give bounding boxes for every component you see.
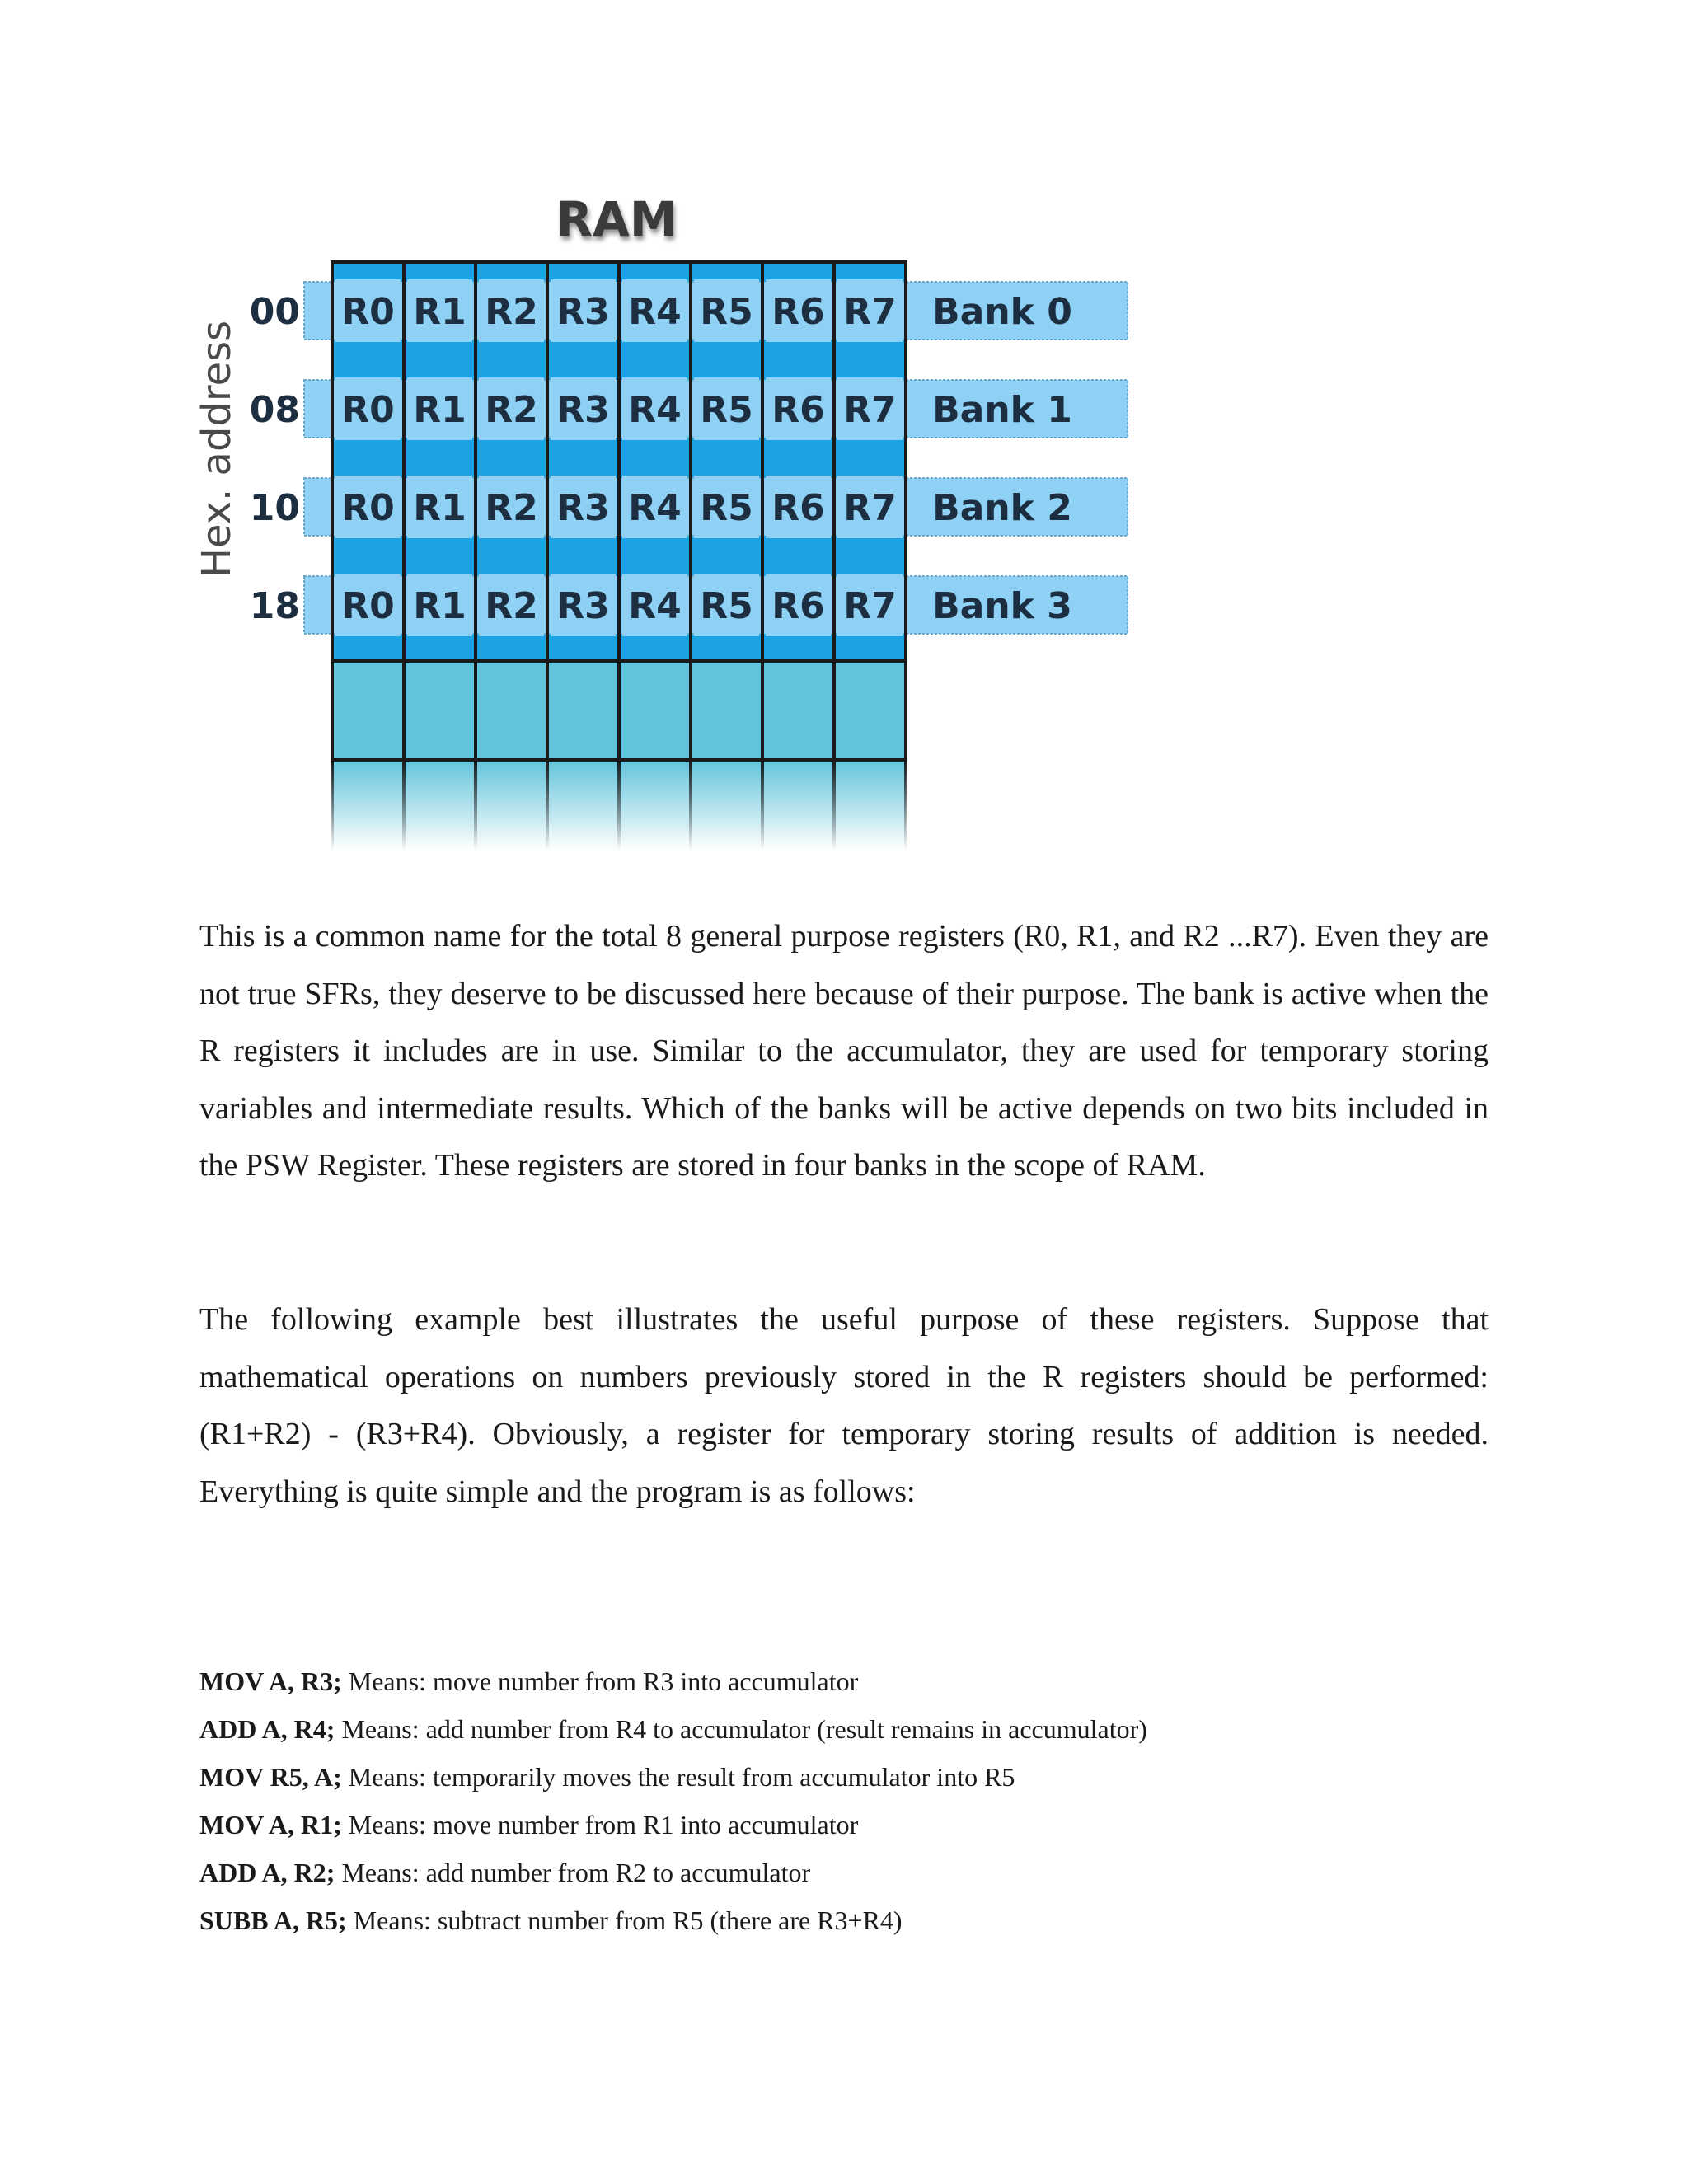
code-line	[199, 1705, 1489, 1753]
empty-ram-cell	[834, 661, 906, 760]
empty-ram-cell-faded	[476, 760, 547, 851]
register-label: R6	[771, 585, 825, 627]
code-line	[199, 1801, 1489, 1849]
hex-address-label: 00	[249, 291, 300, 333]
grid-line-faded	[761, 760, 764, 851]
register-label: R3	[556, 389, 610, 431]
bank-label: Bank 2	[932, 487, 1072, 529]
instruction: SUBB A, R5;	[199, 1905, 347, 1935]
empty-ram-cell	[619, 661, 691, 760]
bank-label: Bank 1	[932, 389, 1072, 431]
grid-line-faded	[904, 760, 907, 851]
grid-line-faded	[617, 760, 621, 851]
register-label: R6	[771, 291, 825, 333]
code-line	[199, 1849, 1489, 1896]
register-label: R5	[700, 487, 753, 529]
register-label: R7	[843, 585, 897, 627]
empty-ram-cell	[404, 661, 476, 760]
instruction-description: Means: add number from R4 to accumulator (result remains in accumulator)	[335, 1714, 1147, 1744]
register-label: R3	[556, 487, 610, 529]
register-label: R0	[341, 487, 395, 529]
bank-label: Bank 3	[932, 585, 1072, 627]
empty-ram-cell-faded	[332, 760, 404, 851]
grid-line-faded	[689, 760, 692, 851]
instruction-description: Means: subtract number from R5 (there are R3+R4)	[346, 1905, 903, 1935]
register-label: R2	[485, 487, 538, 529]
register-label: R1	[413, 389, 467, 431]
register-label: R1	[413, 585, 467, 627]
register-label: R3	[556, 585, 610, 627]
empty-ram-cell	[547, 661, 619, 760]
register-label: R4	[628, 389, 682, 431]
instruction-description: Means: move number from R3 into accumulator	[341, 1666, 859, 1696]
paragraph-example-intro: The following example best illustrates the useful purpose of these registers. Suppose that mathematical operations on numbers previously stored in the R registers should be performed: (R1+R2) - (R3+R4). Obviously, a register for temporary storing results of addition is needed. Everything is quite simple and the program is as follows:	[199, 1302, 1489, 1509]
empty-ram-cell-faded	[691, 760, 762, 851]
register-label: R7	[843, 291, 897, 333]
hex-address-label: 10	[249, 487, 300, 529]
instruction-description: Means: temporarily moves the result from accumulator into R5	[341, 1762, 1015, 1792]
empty-ram-cell	[476, 661, 547, 760]
code-line	[199, 1657, 1489, 1705]
hex-address-label: 18	[249, 585, 300, 627]
register-label: R3	[556, 291, 610, 333]
register-label: R1	[413, 291, 467, 333]
empty-ram-cell	[691, 661, 762, 760]
grid-line-faded	[402, 760, 406, 851]
register-label: R7	[843, 487, 897, 529]
register-label: R0	[341, 291, 395, 333]
grid-line-faded	[474, 760, 477, 851]
ram-register-bank-diagram	[0, 0, 1688, 874]
register-label: R4	[628, 291, 682, 333]
figure-title: RAM	[556, 191, 678, 247]
paragraph-register-banks-intro: This is a common name for the total 8 general purpose registers (R0, R1, and R2 ...R7). Even they are not true SFRs, they deserve to be discussed here because of their purpose. The bank is active when the R registers it includes are in use. Similar to the accumulator, they are used for temporary storing variables and intermediate results. Which of the banks will be active depends on two bits included in the PSW Register. These registers are stored in four banks in the scope of RAM.	[199, 919, 1489, 1183]
instruction-description: Means: move number from R1 into accumulator	[341, 1810, 859, 1840]
empty-ram-cell	[332, 661, 404, 760]
code-line	[199, 1753, 1489, 1801]
hex-address-label: 08	[249, 389, 300, 431]
register-label: R0	[341, 389, 395, 431]
empty-ram-cell-faded	[619, 760, 691, 851]
empty-ram-cell-faded	[762, 760, 834, 851]
register-label: R6	[771, 487, 825, 529]
register-label: R7	[843, 389, 897, 431]
instruction: MOV R5, A;	[199, 1762, 342, 1792]
register-label: R2	[485, 585, 538, 627]
instruction: ADD A, R2;	[199, 1858, 335, 1887]
register-label: R2	[485, 291, 538, 333]
register-label: R2	[485, 389, 538, 431]
bank-label: Bank 0	[932, 291, 1072, 333]
grid-line-faded	[331, 760, 334, 851]
assembly-code-listing	[199, 1657, 1489, 1944]
empty-ram-cell-faded	[547, 760, 619, 851]
empty-ram-cell-faded	[404, 760, 476, 851]
grid-line-faded	[832, 760, 836, 851]
register-label: R5	[700, 389, 753, 431]
code-line	[199, 1896, 1489, 1944]
register-label: R4	[628, 585, 682, 627]
register-label: R5	[700, 585, 753, 627]
register-label: R4	[628, 487, 682, 529]
instruction: MOV A, R1;	[199, 1810, 342, 1840]
instruction: ADD A, R4;	[199, 1714, 335, 1744]
empty-ram-cell	[762, 661, 834, 760]
grid-line-faded	[546, 760, 549, 851]
empty-ram-cell-faded	[834, 760, 906, 851]
register-label: R0	[341, 585, 395, 627]
register-label: R6	[771, 389, 825, 431]
instruction-description: Means: add number from R2 to accumulator	[335, 1858, 811, 1887]
instruction: MOV A, R3;	[199, 1666, 342, 1696]
hex-address-axis-label: Hex. address	[194, 320, 240, 579]
register-label: R5	[700, 291, 753, 333]
register-label: R1	[413, 487, 467, 529]
